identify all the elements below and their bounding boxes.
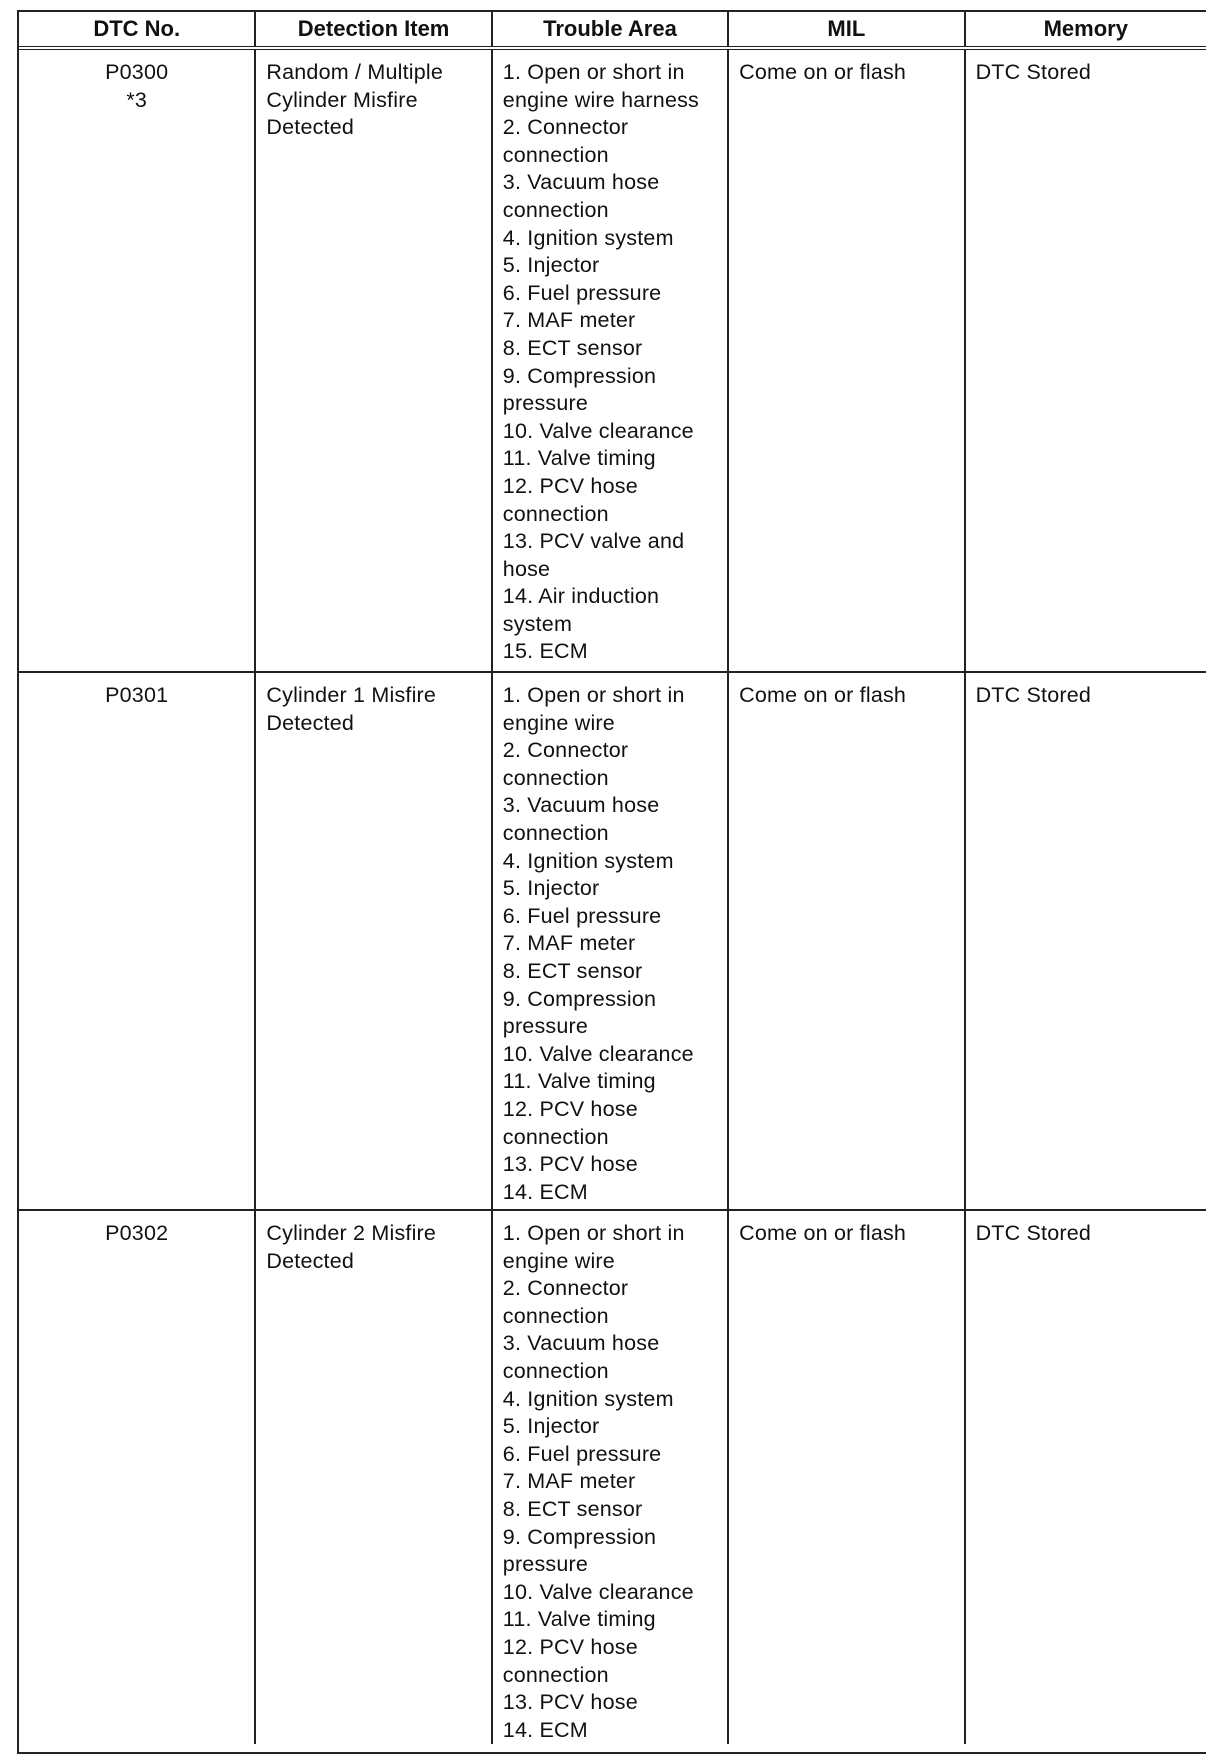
trouble-area-item: 3. Vacuum hose connection: [502, 793, 660, 845]
header-dtc-no: DTC No.: [19, 12, 255, 48]
trouble-area-item: 7. MAF meter: [502, 308, 636, 333]
memory-cell: DTC Stored: [965, 672, 1206, 1210]
trouble-area-item: 4. Ignition system: [502, 1386, 674, 1411]
dtc-cell: [19, 48, 255, 672]
trouble-area-item: 2. Connector connection: [502, 738, 629, 790]
dtc-cell: [19, 672, 255, 1210]
detection-item-cell: Cylinder 2 Misfire Detected: [255, 1210, 491, 1744]
trouble-area-item: 9. Compression pressure: [502, 363, 657, 416]
table-row: [19, 48, 1206, 672]
trouble-area-item: 5. Injector: [502, 1414, 600, 1439]
trouble-area-item: 10. Valve clearance: [502, 1041, 694, 1066]
trouble-area-cell: [492, 672, 728, 1210]
trouble-area-item: 13. PCV valve and hose: [502, 529, 685, 581]
trouble-area-item: 1. Open or short in engine wire harness: [502, 60, 699, 112]
dtc-cell: [19, 1210, 255, 1744]
trouble-area-item: 12. PCV hose connection: [502, 1634, 638, 1687]
mil-cell: Come on or flash: [728, 1210, 964, 1744]
table-row: [19, 672, 1206, 1210]
trouble-area-item: 5. Injector: [502, 876, 600, 901]
trouble-area-item: 5. Injector: [502, 253, 600, 278]
detection-item-cell: Random / Multiple Cylinder Misfire Detected: [255, 48, 491, 672]
trouble-area-item: 12. PCV hose connection: [502, 473, 638, 526]
trouble-area-item: 9. Compression pressure: [502, 1524, 657, 1577]
trouble-area-item: 14. ECM: [502, 1179, 588, 1204]
trouble-area-cell: [492, 1210, 728, 1744]
trouble-area-item: 13. PCV hose: [502, 1690, 638, 1715]
memory-cell: DTC Stored: [965, 48, 1206, 672]
trouble-area-item: 11. Valve timing: [502, 446, 656, 471]
trouble-area-item: 2. Connector connection: [502, 115, 629, 167]
trouble-area-item: 7. MAF meter: [502, 931, 636, 956]
header-mil: MIL: [728, 12, 964, 48]
trouble-area-item: 11. Valve timing: [502, 1069, 656, 1094]
trouble-area-item: 6. Fuel pressure: [502, 1441, 662, 1466]
detection-item-cell: Cylinder 1 Misfire Detected: [255, 672, 491, 1210]
trouble-area-item: 14. Air induction system: [502, 584, 660, 636]
trouble-area-item: 4. Ignition system: [502, 225, 674, 250]
dtc-table: [19, 12, 1206, 1744]
trouble-area-item: 1. Open or short in engine wire: [502, 1221, 685, 1273]
dtc-code: P0301: [105, 683, 169, 707]
header-trouble-area: Trouble Area: [492, 12, 728, 48]
table-row: [19, 1210, 1206, 1744]
header-memory: Memory: [965, 12, 1206, 48]
trouble-area-item: 3. Vacuum hose connection: [502, 1331, 660, 1383]
dtc-code: P0300: [105, 60, 169, 84]
table-header-row: [19, 12, 1206, 48]
trouble-area-item: 14. ECM: [502, 1717, 588, 1742]
trouble-area-item: 10. Valve clearance: [502, 1579, 694, 1604]
dtc-code: P0302: [105, 1221, 169, 1245]
trouble-area-item: 1. Open or short in engine wire: [502, 683, 685, 735]
trouble-area-item: 12. PCV hose connection: [502, 1096, 638, 1149]
trouble-area-item: 6. Fuel pressure: [502, 903, 662, 928]
trouble-area-item: 4. Ignition system: [502, 848, 674, 873]
trouble-area-item: 8. ECT sensor: [502, 1496, 643, 1521]
trouble-area-item: 9. Compression pressure: [502, 986, 657, 1039]
header-detection-item: Detection Item: [255, 12, 491, 48]
trouble-area-item: 15. ECM: [502, 639, 588, 664]
memory-cell: DTC Stored: [965, 1210, 1206, 1744]
trouble-area-item: 8. ECT sensor: [502, 958, 643, 983]
dtc-note: *3: [126, 87, 148, 112]
trouble-area-item: 10. Valve clearance: [502, 418, 694, 443]
trouble-area-item: 13. PCV hose: [502, 1152, 638, 1177]
dtc-table-sheet: [17, 10, 1206, 1754]
trouble-area-cell: [492, 48, 728, 672]
trouble-area-item: 8. ECT sensor: [502, 335, 643, 360]
mil-cell: Come on or flash: [728, 48, 964, 672]
trouble-area-item: 2. Connector connection: [502, 1276, 629, 1328]
trouble-area-item: 3. Vacuum hose connection: [502, 170, 660, 222]
trouble-area-item: 11. Valve timing: [502, 1607, 656, 1632]
mil-cell: Come on or flash: [728, 672, 964, 1210]
trouble-area-item: 6. Fuel pressure: [502, 280, 662, 305]
trouble-area-item: 7. MAF meter: [502, 1469, 636, 1494]
